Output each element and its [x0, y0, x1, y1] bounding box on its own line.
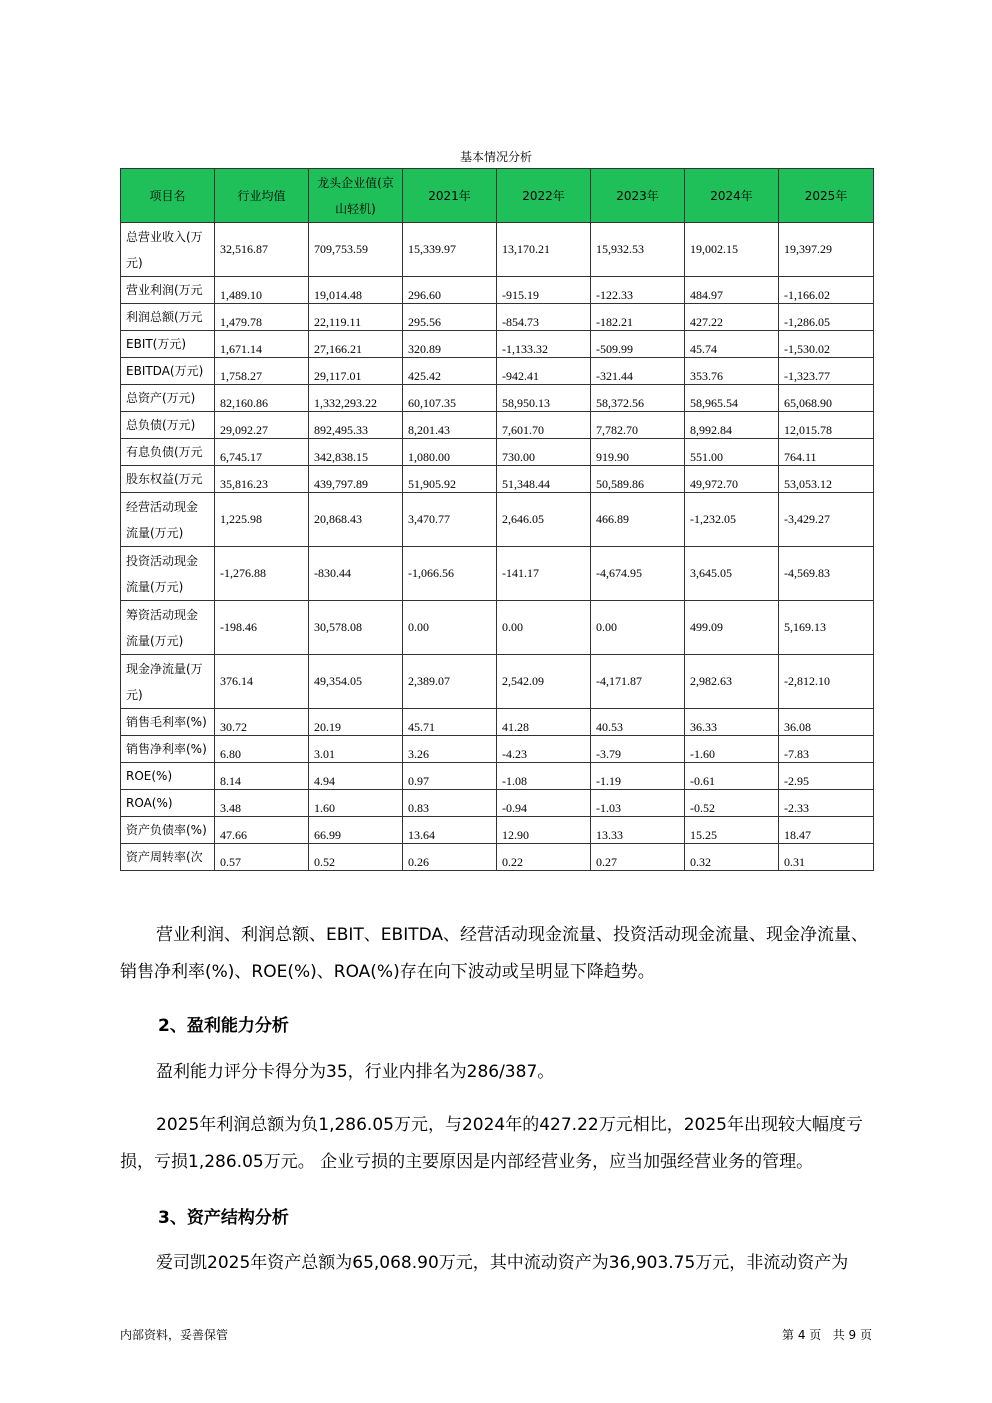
value-cell: 0.26 [403, 844, 497, 871]
value-cell: 892,495.33 [309, 412, 403, 439]
value-cell: -915.19 [497, 277, 591, 304]
row-label: 总营业收入(万元) [121, 223, 215, 277]
row-label: 资产周转率(次 [121, 844, 215, 871]
value-cell: 19,002.15 [685, 223, 779, 277]
value-cell: 2,542.09 [497, 655, 591, 709]
table-row [121, 385, 874, 412]
assets-text: 爱司凯2025年资产总额为65,068.90万元，其中流动资产为36,903.75万元，非流动资产为 [156, 1253, 849, 1273]
value-cell: -854.73 [497, 304, 591, 331]
value-cell: 36.08 [779, 709, 874, 736]
value-cell: 5,169.13 [779, 601, 874, 655]
value-cell: 60,107.35 [403, 385, 497, 412]
row-label: 有息负债(万元 [121, 439, 215, 466]
row-label: 股东权益(万元 [121, 466, 215, 493]
table-row [121, 304, 874, 331]
value-cell: -182.21 [591, 304, 685, 331]
value-cell: -1,276.88 [215, 547, 309, 601]
row-label: 销售净利率(%) [121, 736, 215, 763]
row-label: 总资产(万元) [121, 385, 215, 412]
value-cell: 466.89 [591, 493, 685, 547]
value-cell: -3.79 [591, 736, 685, 763]
value-cell: 53,053.12 [779, 466, 874, 493]
value-cell: -942.41 [497, 358, 591, 385]
row-label: 利润总额(万元 [121, 304, 215, 331]
value-cell: 2,389.07 [403, 655, 497, 709]
value-cell: 45.74 [685, 331, 779, 358]
header-cell: 2025年 [779, 169, 874, 223]
value-cell: -2.95 [779, 763, 874, 790]
value-cell: -321.44 [591, 358, 685, 385]
value-cell: -1.08 [497, 763, 591, 790]
value-cell: 50,589.86 [591, 466, 685, 493]
value-cell: -4,569.83 [779, 547, 874, 601]
value-cell: 1,332,293.22 [309, 385, 403, 412]
value-cell: -4,674.95 [591, 547, 685, 601]
value-cell: 439,797.89 [309, 466, 403, 493]
value-cell: 13.64 [403, 817, 497, 844]
value-cell: 296.60 [403, 277, 497, 304]
value-cell: -1.03 [591, 790, 685, 817]
value-cell: 22,119.11 [309, 304, 403, 331]
table-row [121, 358, 874, 385]
value-cell: 58,372.56 [591, 385, 685, 412]
value-cell: 29,092.27 [215, 412, 309, 439]
value-cell: 47.66 [215, 817, 309, 844]
value-cell: -509.99 [591, 331, 685, 358]
value-cell: 1.60 [309, 790, 403, 817]
value-cell: 709,753.59 [309, 223, 403, 277]
value-cell: 18.47 [779, 817, 874, 844]
value-cell: 919.90 [591, 439, 685, 466]
table-row [121, 493, 874, 547]
value-cell: 51,905.92 [403, 466, 497, 493]
table-row [121, 709, 874, 736]
value-cell: -2,812.10 [779, 655, 874, 709]
value-cell: 499.09 [685, 601, 779, 655]
table-row [121, 466, 874, 493]
value-cell: -2.33 [779, 790, 874, 817]
value-cell: 1,479.78 [215, 304, 309, 331]
table-row [121, 655, 874, 709]
value-cell: -1,530.02 [779, 331, 874, 358]
table-row [121, 790, 874, 817]
value-cell: 425.42 [403, 358, 497, 385]
table-row [121, 331, 874, 358]
loss-text: 2025年利润总额为负1,286.05万元，与2024年的427.22万元相比，2025年出现较大幅度亏损，亏损1,286.05万元。 企业亏损的主要原因是内部经营业务，应当加强经营业务的管理。 [120, 1115, 863, 1172]
value-cell: 3.48 [215, 790, 309, 817]
value-cell: 1,758.27 [215, 358, 309, 385]
value-cell: 35,816.23 [215, 466, 309, 493]
value-cell: 3,470.77 [403, 493, 497, 547]
assets-paragraph [120, 1245, 872, 1282]
table-caption: 基本情况分析 [459, 150, 532, 164]
value-cell: 353.76 [685, 358, 779, 385]
value-cell: 30.72 [215, 709, 309, 736]
value-cell: 551.00 [685, 439, 779, 466]
table-row [121, 736, 874, 763]
header-cell: 龙头企业值(京山轻机) [309, 169, 403, 223]
value-cell: 27,166.21 [309, 331, 403, 358]
value-cell: -198.46 [215, 601, 309, 655]
value-cell: 3.01 [309, 736, 403, 763]
value-cell: 0.97 [403, 763, 497, 790]
value-cell: 3,645.05 [685, 547, 779, 601]
value-cell: 8,992.84 [685, 412, 779, 439]
value-cell: 13,170.21 [497, 223, 591, 277]
value-cell: 20.19 [309, 709, 403, 736]
value-cell: -4.23 [497, 736, 591, 763]
value-cell: 0.31 [779, 844, 874, 871]
value-cell: -0.61 [685, 763, 779, 790]
value-cell: 58,965.54 [685, 385, 779, 412]
value-cell: -1,232.05 [685, 493, 779, 547]
table-row [121, 223, 874, 277]
value-cell: 484.97 [685, 277, 779, 304]
value-cell: -1,066.56 [403, 547, 497, 601]
value-cell: -1,133.32 [497, 331, 591, 358]
value-cell: -3,429.27 [779, 493, 874, 547]
value-cell: 1,225.98 [215, 493, 309, 547]
row-label: 资产负债率(%) [121, 817, 215, 844]
value-cell: 13.33 [591, 817, 685, 844]
value-cell: 0.83 [403, 790, 497, 817]
header-cell: 2023年 [591, 169, 685, 223]
value-cell: 19,397.29 [779, 223, 874, 277]
value-cell: -1,286.05 [779, 304, 874, 331]
row-label: ROE(%) [121, 763, 215, 790]
financial-table [120, 168, 874, 871]
value-cell: 12.90 [497, 817, 591, 844]
value-cell: 8,201.43 [403, 412, 497, 439]
row-label: 营业利润(万元 [121, 277, 215, 304]
header-cell: 2021年 [403, 169, 497, 223]
value-cell: -1,166.02 [779, 277, 874, 304]
value-cell: 7,782.70 [591, 412, 685, 439]
value-cell: 376.14 [215, 655, 309, 709]
value-cell: 40.53 [591, 709, 685, 736]
value-cell: 66.99 [309, 817, 403, 844]
value-cell: 1,489.10 [215, 277, 309, 304]
value-cell: 45.71 [403, 709, 497, 736]
value-cell: -1.19 [591, 763, 685, 790]
value-cell: 0.27 [591, 844, 685, 871]
value-cell: 4.94 [309, 763, 403, 790]
score-paragraph [120, 1054, 872, 1091]
footer-page-number: 第 4 页 共 9 页 [782, 1328, 872, 1342]
value-cell: 0.00 [403, 601, 497, 655]
table-header-row [121, 169, 874, 223]
table-row [121, 547, 874, 601]
value-cell: 427.22 [685, 304, 779, 331]
table-body [121, 223, 874, 871]
value-cell: 320.89 [403, 331, 497, 358]
value-cell: 295.56 [403, 304, 497, 331]
value-cell: -1,323.77 [779, 358, 874, 385]
value-cell: -1.60 [685, 736, 779, 763]
value-cell: 41.28 [497, 709, 591, 736]
value-cell: 15,339.97 [403, 223, 497, 277]
row-label: 投资活动现金流量(万元) [121, 547, 215, 601]
trend-paragraph [120, 917, 872, 991]
table-row [121, 844, 874, 871]
value-cell: 30,578.08 [309, 601, 403, 655]
value-cell: -0.94 [497, 790, 591, 817]
header-cell: 2024年 [685, 169, 779, 223]
value-cell: 730.00 [497, 439, 591, 466]
value-cell: 6.80 [215, 736, 309, 763]
value-cell: 58,950.13 [497, 385, 591, 412]
value-cell: 342,838.15 [309, 439, 403, 466]
table-row [121, 817, 874, 844]
row-label: 筹资活动现金流量(万元) [121, 601, 215, 655]
value-cell: 51,348.44 [497, 466, 591, 493]
value-cell: 12,015.78 [779, 412, 874, 439]
section-heading-profitability: 2、盈利能力分析 [158, 1016, 289, 1036]
value-cell: 2,982.63 [685, 655, 779, 709]
row-label: EBITDA(万元) [121, 358, 215, 385]
value-cell: 0.22 [497, 844, 591, 871]
value-cell: 2,646.05 [497, 493, 591, 547]
value-cell: -4,171.87 [591, 655, 685, 709]
value-cell: 0.52 [309, 844, 403, 871]
value-cell: 0.00 [497, 601, 591, 655]
table-row [121, 412, 874, 439]
table-row [121, 277, 874, 304]
value-cell: 1,671.14 [215, 331, 309, 358]
value-cell: -7.83 [779, 736, 874, 763]
trend-text: 营业利润、利润总额、EBIT、EBITDA、经营活动现金流量、投资活动现金流量、现金净流量、销售净利率(%)、ROE(%)、ROA(%)存在向下波动或呈明显下降趋势。 [120, 925, 869, 982]
row-label: 销售毛利率(%) [121, 709, 215, 736]
value-cell: 19,014.48 [309, 277, 403, 304]
row-label: 总负债(万元) [121, 412, 215, 439]
value-cell: 49,972.70 [685, 466, 779, 493]
value-cell: 32,516.87 [215, 223, 309, 277]
value-cell: 8.14 [215, 763, 309, 790]
value-cell: 764.11 [779, 439, 874, 466]
row-label: ROA(%) [121, 790, 215, 817]
row-label: 现金净流量(万元) [121, 655, 215, 709]
value-cell: 3.26 [403, 736, 497, 763]
value-cell: 1,080.00 [403, 439, 497, 466]
value-cell: 65,068.90 [779, 385, 874, 412]
row-label: 经营活动现金流量(万元) [121, 493, 215, 547]
value-cell: 6,745.17 [215, 439, 309, 466]
value-cell: 15,932.53 [591, 223, 685, 277]
value-cell: -0.52 [685, 790, 779, 817]
table-row [121, 601, 874, 655]
table-row [121, 763, 874, 790]
value-cell: 15.25 [685, 817, 779, 844]
header-cell: 项目名 [121, 169, 215, 223]
table-row [121, 439, 874, 466]
value-cell: -830.44 [309, 547, 403, 601]
value-cell: -122.33 [591, 277, 685, 304]
value-cell: 49,354.05 [309, 655, 403, 709]
value-cell: 29,117.01 [309, 358, 403, 385]
header-cell: 行业均值 [215, 169, 309, 223]
row-label: EBIT(万元) [121, 331, 215, 358]
value-cell: 36.33 [685, 709, 779, 736]
loss-paragraph [120, 1107, 872, 1181]
value-cell: 82,160.86 [215, 385, 309, 412]
value-cell: 0.00 [591, 601, 685, 655]
footer-confidential: 内部资料，妥善保管 [120, 1328, 229, 1342]
value-cell: 7,601.70 [497, 412, 591, 439]
value-cell: -141.17 [497, 547, 591, 601]
value-cell: 0.57 [215, 844, 309, 871]
header-cell: 2022年 [497, 169, 591, 223]
score-text: 盈利能力评分卡得分为35，行业内排名为286/387。 [156, 1062, 555, 1082]
value-cell: 0.32 [685, 844, 779, 871]
value-cell: 20,868.43 [309, 493, 403, 547]
section-heading-assets: 3、资产结构分析 [158, 1208, 289, 1228]
